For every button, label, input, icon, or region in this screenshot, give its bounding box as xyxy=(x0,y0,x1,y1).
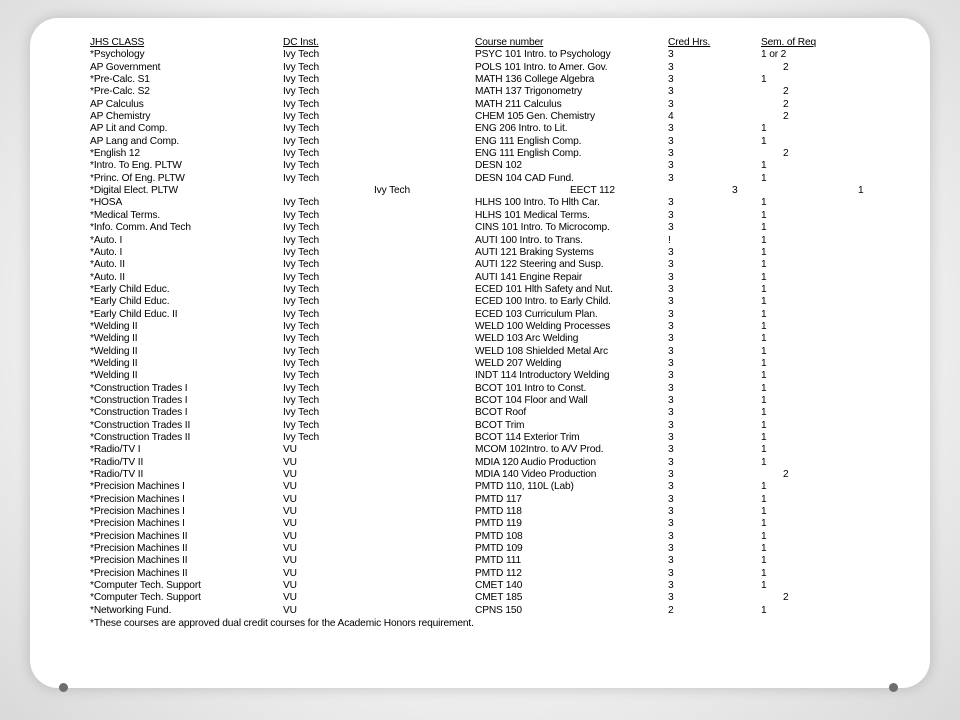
row-semesters-cell: 1 xyxy=(761,197,767,209)
row-class-cell: *Precision Machines II xyxy=(90,555,188,567)
row-credits-cell: 3 xyxy=(668,382,674,394)
row-credits-cell: 3 xyxy=(668,567,674,579)
row-semesters-cell: 1 xyxy=(761,481,767,493)
row-class-cell: *Precision Machines I xyxy=(90,518,185,530)
row-credits-cell: 3 xyxy=(668,432,674,443)
row-class-cell: AP Lang and Comp. xyxy=(90,135,180,147)
row-course-cell: POLS 101 Intro. to Amer. Gov. xyxy=(475,61,608,73)
row-course-cell: MATH 211 Calculus xyxy=(475,98,562,110)
row-class-cell: *Auto. II xyxy=(90,259,125,271)
row-inst-cell: Ivy Tech xyxy=(283,432,319,443)
table-row xyxy=(90,148,870,160)
table-row xyxy=(90,247,870,259)
table-row xyxy=(90,74,870,86)
row-class-cell: AP Government xyxy=(90,61,161,73)
row-inst-cell: Ivy Tech xyxy=(283,370,319,382)
row-course-cell: MDIA 120 Audio Production xyxy=(475,456,596,468)
row-class-cell: *Precision Machines I xyxy=(90,493,185,505)
row-credits-cell: 3 xyxy=(668,370,674,382)
row-credits-cell: 3 xyxy=(668,172,674,184)
row-class-cell: *Welding II xyxy=(90,333,138,345)
row-credits-cell: 3 xyxy=(668,456,674,468)
row-inst-cell: VU xyxy=(283,469,297,481)
table-header-row xyxy=(90,37,870,49)
row-credits-cell: 3 xyxy=(668,222,674,234)
row-course-cell: WELD 103 Arc Welding xyxy=(475,333,579,345)
row-course-cell: BCOT Roof xyxy=(475,407,527,419)
table-row xyxy=(90,444,870,456)
table-row xyxy=(90,160,870,172)
row-credits-cell: 3 xyxy=(668,271,674,283)
row-semesters-cell: 1 xyxy=(761,135,767,147)
row-inst-cell: Ivy Tech xyxy=(283,271,319,283)
row-inst-cell: Ivy Tech xyxy=(283,234,319,246)
row-credits-cell: 3 xyxy=(668,493,674,505)
row-inst-cell: VU xyxy=(283,555,297,567)
row-course-cell: MDIA 140 Video Production xyxy=(475,469,597,481)
row-inst-cell: Ivy Tech xyxy=(283,98,319,110)
table-row xyxy=(90,173,870,185)
row-inst-cell: Ivy Tech xyxy=(283,407,319,419)
row-semesters-cell: 1 xyxy=(761,456,767,468)
row-inst-cell: Ivy Tech xyxy=(374,185,410,197)
row-class-cell: *Construction Trades I xyxy=(90,382,188,394)
row-credits-cell: 3 xyxy=(732,185,738,197)
table-row xyxy=(90,580,870,592)
table-row xyxy=(90,185,870,197)
row-inst-cell: VU xyxy=(283,580,297,592)
table-row xyxy=(90,222,870,234)
row-semesters-cell: 2 xyxy=(783,592,789,604)
row-inst-cell: VU xyxy=(283,493,297,505)
table-row xyxy=(90,494,870,506)
row-inst-cell: Ivy Tech xyxy=(283,86,319,98)
row-credits-cell: 3 xyxy=(668,407,674,419)
row-credits-cell: 3 xyxy=(668,444,674,456)
table-row xyxy=(90,358,870,370)
row-class-cell: *Precision Machines I xyxy=(90,506,185,518)
row-semesters-cell: 1 xyxy=(761,518,767,530)
row-credits-cell: 3 xyxy=(668,283,674,295)
row-credits-cell: 3 xyxy=(668,49,674,61)
row-class-cell: *English 12 xyxy=(90,148,140,160)
row-semesters-cell: 1 or 2 xyxy=(761,49,787,61)
row-inst-cell: Ivy Tech xyxy=(283,259,319,271)
row-credits-cell: 3 xyxy=(668,419,674,431)
row-class-cell: *Digital Elect. PLTW xyxy=(90,185,178,197)
table-row xyxy=(90,111,870,123)
row-inst-cell: Ivy Tech xyxy=(283,357,319,369)
row-credits-cell: 3 xyxy=(668,518,674,530)
footnote: *These courses are approved dual credit courses for the Academic Honors requirement. xyxy=(90,618,474,630)
row-inst-cell: Ivy Tech xyxy=(283,135,319,147)
row-credits-cell: 3 xyxy=(668,296,674,308)
table-row xyxy=(90,531,870,543)
row-semesters-cell: 1 xyxy=(761,394,767,406)
row-class-cell: AP Chemistry xyxy=(90,111,151,123)
row-semesters-cell: 1 xyxy=(761,382,767,394)
table-row xyxy=(90,136,870,148)
row-class-cell: *Precision Machines I xyxy=(90,481,185,493)
row-class-cell: *Medical Terms. xyxy=(90,209,161,221)
row-course-cell: BCOT Trim xyxy=(475,419,525,431)
table-row xyxy=(90,123,870,135)
row-course-cell: BCOT 114 Exterior Trim xyxy=(475,432,580,443)
row-credits-cell: 3 xyxy=(668,469,674,481)
row-course-cell: AUTI 100 Intro. to Trans. xyxy=(475,234,583,246)
row-inst-cell: Ivy Tech xyxy=(283,394,319,406)
row-inst-cell: Ivy Tech xyxy=(283,419,319,431)
row-class-cell: *Radio/TV I xyxy=(90,444,141,456)
row-semesters-cell: 1 xyxy=(761,506,767,518)
row-inst-cell: Ivy Tech xyxy=(283,123,319,135)
row-credits-cell: 3 xyxy=(668,530,674,542)
row-semesters-cell: 1 xyxy=(761,407,767,419)
table-row xyxy=(90,259,870,271)
row-course-cell: AUTI 121 Braking Systems xyxy=(475,246,594,258)
row-course-cell: PMTD 109 xyxy=(475,543,523,555)
row-semesters-cell: 1 xyxy=(761,259,767,271)
row-course-cell: AUTI 122 Steering and Susp. xyxy=(475,259,604,271)
row-credits-cell: 3 xyxy=(668,98,674,110)
row-class-cell: *Info. Comm. And Tech xyxy=(90,222,191,234)
row-inst-cell: Ivy Tech xyxy=(283,246,319,258)
row-credits-cell: 3 xyxy=(668,580,674,592)
row-semesters-cell: 2 xyxy=(783,98,789,110)
row-class-cell: *Auto. I xyxy=(90,234,123,246)
row-class-cell: *Construction Trades II xyxy=(90,432,191,443)
row-semesters-cell: 2 xyxy=(783,86,789,98)
row-semesters-cell: 1 xyxy=(761,357,767,369)
row-credits-cell: 3 xyxy=(668,394,674,406)
dual-credit-table xyxy=(90,37,870,630)
row-course-cell: INDT 114 Introductory Welding xyxy=(475,370,610,382)
row-inst-cell: VU xyxy=(283,530,297,542)
row-course-cell: EECT 112 xyxy=(570,185,615,197)
row-semesters-cell: 1 xyxy=(761,222,767,234)
row-semesters-cell: 1 xyxy=(761,333,767,345)
row-course-cell: PMTD 111 xyxy=(475,555,521,567)
row-inst-cell: Ivy Tech xyxy=(283,197,319,209)
row-inst-cell: Ivy Tech xyxy=(283,283,319,295)
row-credits-cell: 3 xyxy=(668,357,674,369)
header-course-number: Course number xyxy=(475,37,544,48)
row-inst-cell: VU xyxy=(283,567,297,579)
table-row xyxy=(90,99,870,111)
row-inst-cell: Ivy Tech xyxy=(283,61,319,73)
row-inst-cell: Ivy Tech xyxy=(283,345,319,357)
table-row xyxy=(90,469,870,481)
row-class-cell: *Welding II xyxy=(90,345,138,357)
header-jhs-class: JHS CLASS xyxy=(90,37,145,48)
row-class-cell: *Construction Trades I xyxy=(90,394,188,406)
header-cred-hrs: Cred Hrs. xyxy=(668,37,711,48)
row-semesters-cell: 1 xyxy=(761,283,767,295)
row-credits-cell: ! xyxy=(668,234,671,246)
row-semesters-cell: 1 xyxy=(761,172,767,184)
row-inst-cell: VU xyxy=(283,456,297,468)
table-row xyxy=(90,543,870,555)
row-course-cell: ENG 206 Intro. to Lit. xyxy=(475,123,568,135)
table-row xyxy=(90,383,870,395)
row-course-cell: MCOM 102Intro. to A/V Prod. xyxy=(475,444,604,456)
row-semesters-cell: 1 xyxy=(761,604,767,616)
row-course-cell: HLHS 100 Intro. To Hlth Car. xyxy=(475,197,600,209)
row-semesters-cell: 1 xyxy=(761,370,767,382)
table-row xyxy=(90,333,870,345)
table-row xyxy=(90,309,870,321)
row-inst-cell: VU xyxy=(283,506,297,518)
row-inst-cell: VU xyxy=(283,604,297,616)
row-semesters-cell: 1 xyxy=(761,123,767,135)
table-row xyxy=(90,407,870,419)
table-row xyxy=(90,592,870,604)
row-credits-cell: 3 xyxy=(668,592,674,604)
row-inst-cell: Ivy Tech xyxy=(283,222,319,234)
row-semesters-cell: 1 xyxy=(761,530,767,542)
table-row xyxy=(90,420,870,432)
row-course-cell: ENG 111 English Comp. xyxy=(475,135,582,147)
row-credits-cell: 3 xyxy=(668,61,674,73)
row-inst-cell: VU xyxy=(283,444,297,456)
row-semesters-cell: 1 xyxy=(761,543,767,555)
table-row xyxy=(90,49,870,61)
row-inst-cell: Ivy Tech xyxy=(283,296,319,308)
row-course-cell: WELD 207 Welding xyxy=(475,357,562,369)
row-course-cell: MATH 136 College Algebra xyxy=(475,74,595,86)
table-row xyxy=(90,346,870,358)
row-inst-cell: Ivy Tech xyxy=(283,382,319,394)
row-class-cell: *Pre-Calc. S2 xyxy=(90,86,150,98)
row-class-cell: *Welding II xyxy=(90,320,138,332)
table-row xyxy=(90,86,870,98)
row-inst-cell: Ivy Tech xyxy=(283,333,319,345)
row-course-cell: DESN 104 CAD Fund. xyxy=(475,172,574,184)
row-course-cell: WELD 100 Welding Processes xyxy=(475,320,611,332)
row-inst-cell: Ivy Tech xyxy=(283,172,319,184)
row-semesters-cell: 1 xyxy=(761,296,767,308)
header-sem-req: Sem. of Req xyxy=(761,37,816,48)
row-semesters-cell: 1 xyxy=(761,493,767,505)
row-semesters-cell: 1 xyxy=(761,345,767,357)
row-credits-cell: 3 xyxy=(668,555,674,567)
row-credits-cell: 3 xyxy=(668,74,674,86)
table-row xyxy=(90,197,870,209)
row-class-cell: *Welding II xyxy=(90,357,138,369)
row-semesters-cell: 2 xyxy=(783,111,789,123)
row-class-cell: *Pre-Calc. S1 xyxy=(90,74,150,86)
row-inst-cell: Ivy Tech xyxy=(283,74,319,86)
row-class-cell: *Networking Fund. xyxy=(90,604,172,616)
table-row xyxy=(90,518,870,530)
row-inst-cell: Ivy Tech xyxy=(283,209,319,221)
row-semesters-cell: 1 xyxy=(761,308,767,320)
row-class-cell: AP Calculus xyxy=(90,98,144,110)
bullet-dot-left xyxy=(59,683,68,692)
row-semesters-cell: 2 xyxy=(783,61,789,73)
row-credits-cell: 3 xyxy=(668,86,674,98)
row-credits-cell: 3 xyxy=(668,197,674,209)
table-row xyxy=(90,62,870,74)
row-semesters-cell: 1 xyxy=(761,580,767,592)
row-class-cell: *Precision Machines II xyxy=(90,543,188,555)
row-course-cell: CMET 140 xyxy=(475,580,523,592)
row-class-cell: *Radio/TV II xyxy=(90,456,144,468)
row-inst-cell: Ivy Tech xyxy=(283,49,319,61)
row-inst-cell: Ivy Tech xyxy=(283,308,319,320)
row-inst-cell: Ivy Tech xyxy=(283,320,319,332)
row-class-cell: *Early Child Educ. xyxy=(90,296,170,308)
row-credits-cell: 3 xyxy=(668,160,674,172)
row-credits-cell: 3 xyxy=(668,123,674,135)
row-class-cell: *Computer Tech. Support xyxy=(90,592,201,604)
row-class-cell: AP Lit and Comp. xyxy=(90,123,168,135)
row-credits-cell: 3 xyxy=(668,148,674,160)
row-credits-cell: 3 xyxy=(668,259,674,271)
row-class-cell: *Precision Machines II xyxy=(90,530,188,542)
row-semesters-cell: 2 xyxy=(783,148,789,160)
row-credits-cell: 4 xyxy=(668,111,674,123)
row-credits-cell: 3 xyxy=(668,345,674,357)
row-credits-cell: 3 xyxy=(668,308,674,320)
row-class-cell: *Auto. II xyxy=(90,271,125,283)
row-course-cell: CPNS 150 xyxy=(475,604,522,616)
row-credits-cell: 2 xyxy=(668,604,674,616)
row-semesters-cell: 1 xyxy=(761,567,767,579)
row-semesters-cell: 1 xyxy=(761,320,767,332)
row-class-cell: *Early Child Educ. xyxy=(90,283,170,295)
row-course-cell: ECED 101 Hlth Safety and Nut. xyxy=(475,283,613,295)
table-body xyxy=(90,49,870,617)
row-credits-cell: 3 xyxy=(668,506,674,518)
row-semesters-cell: 1 xyxy=(761,271,767,283)
row-credits-cell: 3 xyxy=(668,333,674,345)
row-semesters-cell: 1 xyxy=(761,74,767,86)
table-row xyxy=(90,284,870,296)
row-semesters-cell: 1 xyxy=(761,160,767,172)
row-semesters-cell: 1 xyxy=(761,419,767,431)
row-course-cell: BCOT 101 Intro to Const. xyxy=(475,382,587,394)
header-dc-inst: DC Inst. xyxy=(283,37,319,48)
row-course-cell: MATH 137 Trigonometry xyxy=(475,86,583,98)
row-course-cell: ECED 100 Intro. to Early Child. xyxy=(475,296,611,308)
row-semesters-cell: 1 xyxy=(761,444,767,456)
row-course-cell: DESN 102 xyxy=(475,160,522,172)
row-semesters-cell: 1 xyxy=(761,246,767,258)
row-course-cell: BCOT 104 Floor and Wall xyxy=(475,394,588,406)
row-course-cell: PMTD 118 xyxy=(475,506,522,518)
table-row xyxy=(90,210,870,222)
table-row xyxy=(90,432,870,444)
row-credits-cell: 3 xyxy=(668,135,674,147)
row-class-cell: *Precision Machines II xyxy=(90,567,188,579)
row-inst-cell: Ivy Tech xyxy=(283,148,319,160)
table-row xyxy=(90,272,870,284)
row-class-cell: *Early Child Educ. II xyxy=(90,308,178,320)
table-row xyxy=(90,481,870,493)
row-course-cell: ENG 111 English Comp. xyxy=(475,148,582,160)
row-credits-cell: 3 xyxy=(668,246,674,258)
row-class-cell: *Welding II xyxy=(90,370,138,382)
row-credits-cell: 3 xyxy=(668,543,674,555)
row-semesters-cell: 1 xyxy=(761,555,767,567)
row-course-cell: WELD 108 Shielded Metal Arc xyxy=(475,345,608,357)
row-semesters-cell: 1 xyxy=(858,185,864,197)
row-semesters-cell: 1 xyxy=(761,209,767,221)
row-course-cell: AUTI 141 Engine Repair xyxy=(475,271,583,283)
table-row xyxy=(90,506,870,518)
row-course-cell: PMTD 110, 110L (Lab) xyxy=(475,481,574,493)
table-row xyxy=(90,370,870,382)
table-row xyxy=(90,235,870,247)
table-row xyxy=(90,457,870,469)
row-course-cell: CHEM 105 Gen. Chemistry xyxy=(475,111,595,123)
row-course-cell: PMTD 112 xyxy=(475,567,522,579)
table-row xyxy=(90,395,870,407)
row-class-cell: *Psychology xyxy=(90,49,145,61)
row-course-cell: HLHS 101 Medical Terms. xyxy=(475,209,590,221)
row-credits-cell: 3 xyxy=(668,320,674,332)
table-row xyxy=(90,568,870,580)
row-course-cell: PMTD 119 xyxy=(475,518,522,530)
row-inst-cell: Ivy Tech xyxy=(283,111,319,123)
row-credits-cell: 3 xyxy=(668,209,674,221)
row-class-cell: *Computer Tech. Support xyxy=(90,580,201,592)
row-credits-cell: 3 xyxy=(668,481,674,493)
row-course-cell: PMTD 117 xyxy=(475,493,522,505)
row-class-cell: *HOSA xyxy=(90,197,123,209)
row-semesters-cell: 1 xyxy=(761,234,767,246)
table-row xyxy=(90,605,870,617)
row-inst-cell: VU xyxy=(283,543,297,555)
row-course-cell: PMTD 108 xyxy=(475,530,523,542)
row-inst-cell: VU xyxy=(283,518,297,530)
row-class-cell: *Radio/TV II xyxy=(90,469,144,481)
row-course-cell: ECED 103 Curriculum Plan. xyxy=(475,308,598,320)
row-course-cell: PSYC 101 Intro. to Psychology xyxy=(475,49,611,61)
row-inst-cell: VU xyxy=(283,592,297,604)
row-course-cell: CINS 101 Intro. To Microcomp. xyxy=(475,222,610,234)
row-semesters-cell: 1 xyxy=(761,432,767,443)
table-row xyxy=(90,555,870,567)
row-semesters-cell: 2 xyxy=(783,469,789,481)
row-class-cell: *Construction Trades I xyxy=(90,407,188,419)
table-row xyxy=(90,321,870,333)
row-class-cell: *Auto. I xyxy=(90,246,123,258)
bullet-dot-right xyxy=(889,683,898,692)
row-inst-cell: VU xyxy=(283,481,297,493)
row-class-cell: *Intro. To Eng. PLTW xyxy=(90,160,182,172)
row-class-cell: *Princ. Of Eng. PLTW xyxy=(90,172,185,184)
table-row xyxy=(90,296,870,308)
row-class-cell: *Construction Trades II xyxy=(90,419,191,431)
row-inst-cell: Ivy Tech xyxy=(283,160,319,172)
row-course-cell: CMET 185 xyxy=(475,592,523,604)
